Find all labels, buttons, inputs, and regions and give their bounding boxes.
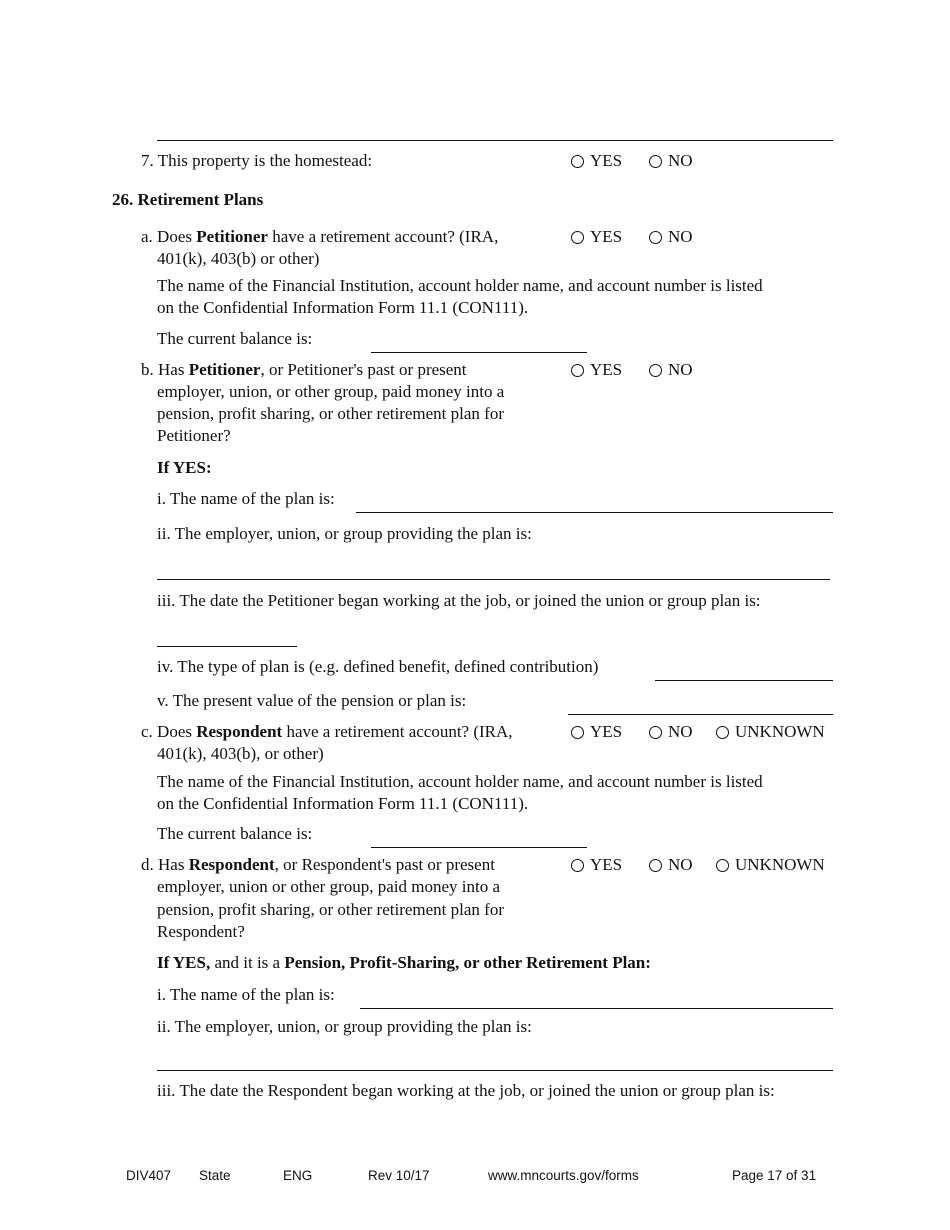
- b-plan-type-field[interactable]: [655, 680, 833, 681]
- d-employer-label: ii. The employer, union, or group providing the plan is:: [157, 1017, 532, 1036]
- question-b-line2: employer, union, or other group, paid money into a: [157, 382, 505, 401]
- question-c-line2: 401(k), 403(b), or other): [157, 744, 324, 763]
- question-d-line4: Respondent?: [157, 922, 245, 941]
- q7-no-radio[interactable]: NO: [649, 150, 693, 172]
- b-plan-name-field[interactable]: [356, 512, 833, 513]
- d-if-yes: If YES, and it is a Pension, Profit-Sharing, or other Retirement Plan:: [157, 953, 651, 972]
- footer-state: State: [199, 1168, 231, 1183]
- c-unknown-radio[interactable]: UNKNOWN: [716, 721, 825, 743]
- a-yes-radio[interactable]: YES: [571, 226, 622, 248]
- radio-circle-icon: [649, 364, 662, 377]
- question-d-line3: pension, profit sharing, or other retirement plan for: [157, 900, 504, 919]
- b-yes-radio[interactable]: YES: [571, 359, 622, 381]
- radio-circle-icon: [571, 859, 584, 872]
- d-no-radio[interactable]: NO: [649, 854, 693, 876]
- question-a-line2: 401(k), 403(b) or other): [157, 249, 320, 268]
- radio-circle-icon: [571, 364, 584, 377]
- question-d: d. Has Respondent, or Respondent's past or present: [141, 855, 495, 874]
- a-balance-label: The current balance is:: [157, 329, 313, 348]
- question-b-line4: Petitioner?: [157, 426, 231, 445]
- radio-circle-icon: [716, 726, 729, 739]
- footer-revision: Rev 10/17: [368, 1168, 430, 1183]
- a-no-radio[interactable]: NO: [649, 226, 693, 248]
- section-26-title: 26. Retirement Plans: [112, 190, 264, 209]
- q7-yes-radio[interactable]: YES: [571, 150, 622, 172]
- question-b-line3: pension, profit sharing, or other retirement plan for: [157, 404, 504, 423]
- b-plan-type-label: iv. The type of plan is (e.g. defined benefit, defined contribution): [157, 657, 599, 676]
- radio-circle-icon: [571, 726, 584, 739]
- footer-url[interactable]: www.mncourts.gov/forms: [488, 1168, 639, 1183]
- c-info-line2: on the Confidential Information Form 11.1 (CON111).: [157, 794, 529, 813]
- a-info-line2: on the Confidential Information Form 11.1 (CON111).: [157, 298, 529, 317]
- question-c: c. Does Respondent have a retirement account? (IRA,: [141, 722, 513, 741]
- c-yes-radio[interactable]: YES: [571, 721, 622, 743]
- radio-circle-icon: [649, 859, 662, 872]
- radio-circle-icon: [571, 231, 584, 244]
- b-if-yes: If YES:: [157, 458, 212, 477]
- radio-circle-icon: [649, 726, 662, 739]
- top-rule: [157, 140, 833, 141]
- q7-label: 7. This property is the homestead:: [141, 151, 373, 170]
- b-present-value-field[interactable]: [568, 714, 833, 715]
- a-balance-field[interactable]: [371, 352, 587, 353]
- d-plan-name-label: i. The name of the plan is:: [157, 985, 335, 1004]
- a-info-line1: The name of the Financial Institution, account holder name, and account number is listed: [157, 276, 763, 295]
- question-d-line2: employer, union or other group, paid money into a: [157, 877, 501, 896]
- radio-circle-icon: [649, 231, 662, 244]
- b-present-value-label: v. The present value of the pension or plan is:: [157, 691, 467, 710]
- c-no-radio[interactable]: NO: [649, 721, 693, 743]
- b-employer-label: ii. The employer, union, or group providing the plan is:: [157, 524, 532, 543]
- radio-circle-icon: [716, 859, 729, 872]
- b-plan-name-label: i. The name of the plan is:: [157, 489, 335, 508]
- footer-form-id: DIV407: [126, 1168, 172, 1183]
- question-b: b. Has Petitioner, or Petitioner's past or present: [141, 360, 467, 379]
- b-date-field[interactable]: [157, 646, 297, 647]
- b-no-radio[interactable]: NO: [649, 359, 693, 381]
- d-date-label: iii. The date the Respondent began working at the job, or joined the union or group plan is:: [157, 1081, 775, 1100]
- c-balance-label: The current balance is:: [157, 824, 313, 843]
- d-employer-field[interactable]: [157, 1070, 833, 1071]
- radio-circle-icon: [571, 155, 584, 168]
- d-plan-name-field[interactable]: [360, 1008, 833, 1009]
- b-employer-field[interactable]: [157, 579, 830, 580]
- b-date-label: iii. The date the Petitioner began working at the job, or joined the union or group plan is:: [157, 591, 761, 610]
- c-info-line1: The name of the Financial Institution, account holder name, and account number is listed: [157, 772, 763, 791]
- d-unknown-radio[interactable]: UNKNOWN: [716, 854, 825, 876]
- c-balance-field[interactable]: [371, 847, 587, 848]
- footer-page-number: Page 17 of 31: [732, 1168, 817, 1183]
- question-a: a. Does Petitioner have a retirement account? (IRA,: [141, 227, 499, 246]
- footer-language: ENG: [283, 1168, 313, 1183]
- radio-circle-icon: [649, 155, 662, 168]
- d-yes-radio[interactable]: YES: [571, 854, 622, 876]
